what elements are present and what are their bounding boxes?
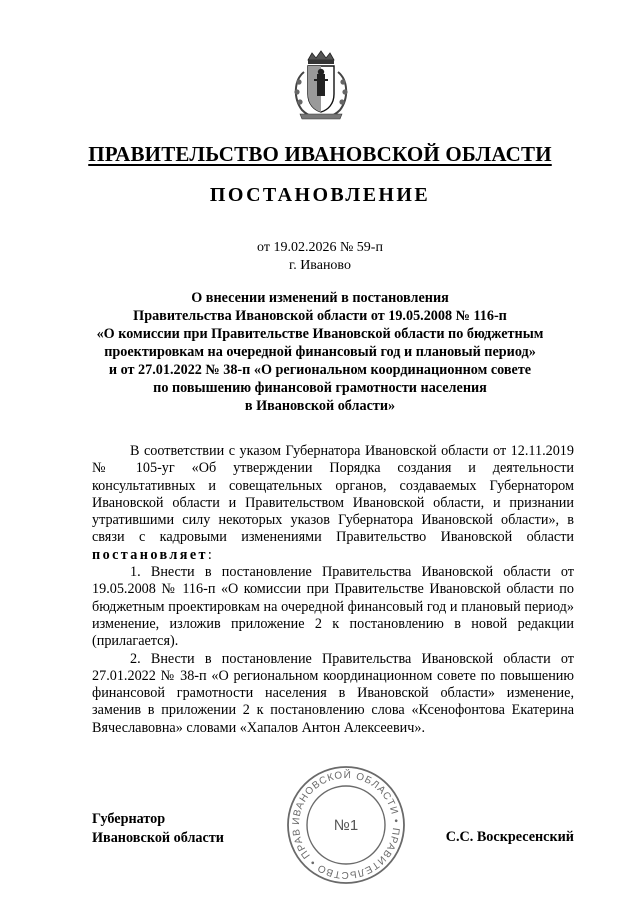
document-subject xyxy=(60,289,580,415)
resolution-item-2: 2. Внести в постановление Правительства Ивановской области от 27.01.2022 № 38-п «О региональном координационном совете по повышению финансовой грамотности населения в Ивановской области» изменение, заменив в приложении 2 к постановлению слова «Ксенофонтова Екатерина Вячеславовна» словами «Хапалов Антон Алексеевич». xyxy=(92,650,574,736)
subject-line: по повышению финансовой грамотности населения xyxy=(153,380,487,396)
resolves-word: постановляет xyxy=(92,546,208,563)
document-date-number: от 19.02.2026 № 59-п xyxy=(257,240,383,255)
subject-line: «О комиссии при Правительстве Ивановской области по бюджетным xyxy=(96,326,544,342)
resolves-colon: : xyxy=(207,546,212,563)
stamp-ring-textpath: ИВАНОВСКОЙ ОБЛАСТИ • ПРАВИТЕЛЬСТВО • ПРАВ xyxy=(290,769,402,881)
stamp-number: №1 xyxy=(333,817,359,834)
signatory-position-line2: Ивановской области xyxy=(92,830,224,846)
document-city: г. Иваново xyxy=(289,258,351,273)
document-body xyxy=(92,443,574,737)
signatory-position xyxy=(92,810,224,848)
resolution-item-1: 1. Внести в постановление Правительства Ивановской области от 19.05.2008 № 116-п «О комиссии при Правительстве Ивановской области по бюджетным проектировкам на очередной финансовый год и плановый период» изменение, изложив приложение 2 к постановлению в новой редакции (прилагается). xyxy=(92,564,574,650)
signatory-name: С.С. Воскресенский xyxy=(445,829,574,845)
official-stamp xyxy=(285,764,407,886)
subject-line: проектировкам на очередной финансовый год и плановый период» xyxy=(104,344,536,360)
coat-of-arms-emblem xyxy=(290,50,352,122)
document-type-heading: ПОСТАНОВЛЕНИЕ xyxy=(209,184,431,206)
subject-line: О внесении изменений в постановления xyxy=(191,290,449,306)
subject-line: и от 27.01.2022 № 38-п «О региональном координационном совете xyxy=(108,362,532,378)
signatory-position-line1: Губернатор xyxy=(92,811,166,827)
preamble-paragraph xyxy=(92,443,574,564)
government-title: ПРАВИТЕЛЬСТВО ИВАНОВСКОЙ ОБЛАСТИ xyxy=(88,142,552,166)
preamble-text: В соответствии с указом Губернатора Ивановской области от 12.11.2019 № 105-уг «Об утверждении Порядка создания и деятельности консультативных и совещательных органов, создаваемых Губернатором Ивановской области и Правительством Ивановской области, и признании утратившими силу некоторых указов Губернатора Ивановской области», в связи с кадровыми изменениями Правительство Ивановской области xyxy=(92,443,574,546)
subject-line: Правительства Ивановской области от 19.05.2008 № 116-п xyxy=(133,308,507,324)
subject-line: в Ивановской области» xyxy=(244,398,396,414)
